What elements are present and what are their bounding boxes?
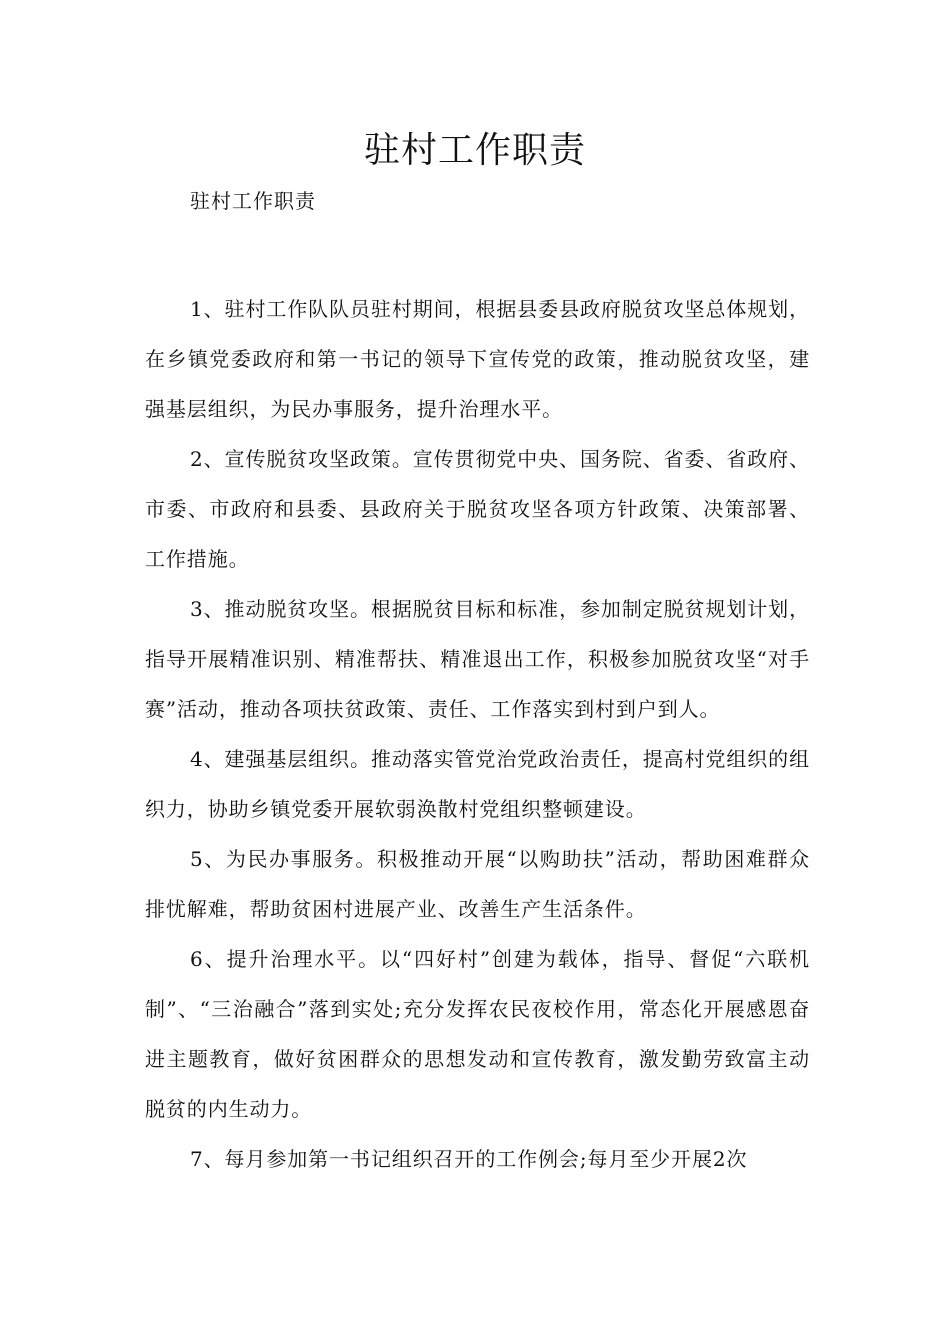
paragraph-2: 2、宣传脱贫攻坚政策。宣传贯彻党中央、国务院、省委、省政府、市委、市政府和县委、县政府关于脱贫攻坚各项方针政策、决策部署、工作措施。 xyxy=(145,447,810,571)
paragraph-4: 4、建强基层组织。推动落实管党治党政治责任，提高村党组织的组织力，协助乡镇党委开展软弱涣散村党组织整顿建设。 xyxy=(145,747,810,821)
paragraph-5: 5、为民办事服务。积极推动开展“以购助扶”活动，帮助困难群众排忧解难，帮助贫困村进展产业、改善生产生活条件。 xyxy=(145,847,810,921)
paragraph-6: 6、提升治理水平。以“四好村”创建为载体，指导、督促“六联机制”、“三治融合”落到实处;充分发挥农民夜校作用，常态化开展感恩奋进主题教育，做好贫困群众的思想发动和宣传教育，激发勤劳致富主动脱贫的内生动力。 xyxy=(145,947,810,1121)
paragraph-7: 7、每月参加第一书记组织召开的工作例会;每月至少开展2次 xyxy=(190,1147,748,1171)
paragraph-1: 1、驻村工作队队员驻村期间，根据县委县政府脱贫攻坚总体规划，在乡镇党委政府和第一书记的领导下宣传党的政策，推动脱贫攻坚，建强基层组织，为民办事服务，提升治理水平。 xyxy=(145,297,810,421)
document-title: 驻村工作职责 xyxy=(363,130,586,171)
document-subtitle: 驻村工作职责 xyxy=(190,189,316,213)
document-body xyxy=(145,284,810,1184)
paragraph-3: 3、推动脱贫攻坚。根据脱贫目标和标准，参加制定脱贫规划计划，指导开展精准识别、精准帮扶、精准退出工作，积极参加脱贫攻坚“对手赛”活动，推动各项扶贫政策、责任、工作落实到村到户到人。 xyxy=(145,597,810,721)
